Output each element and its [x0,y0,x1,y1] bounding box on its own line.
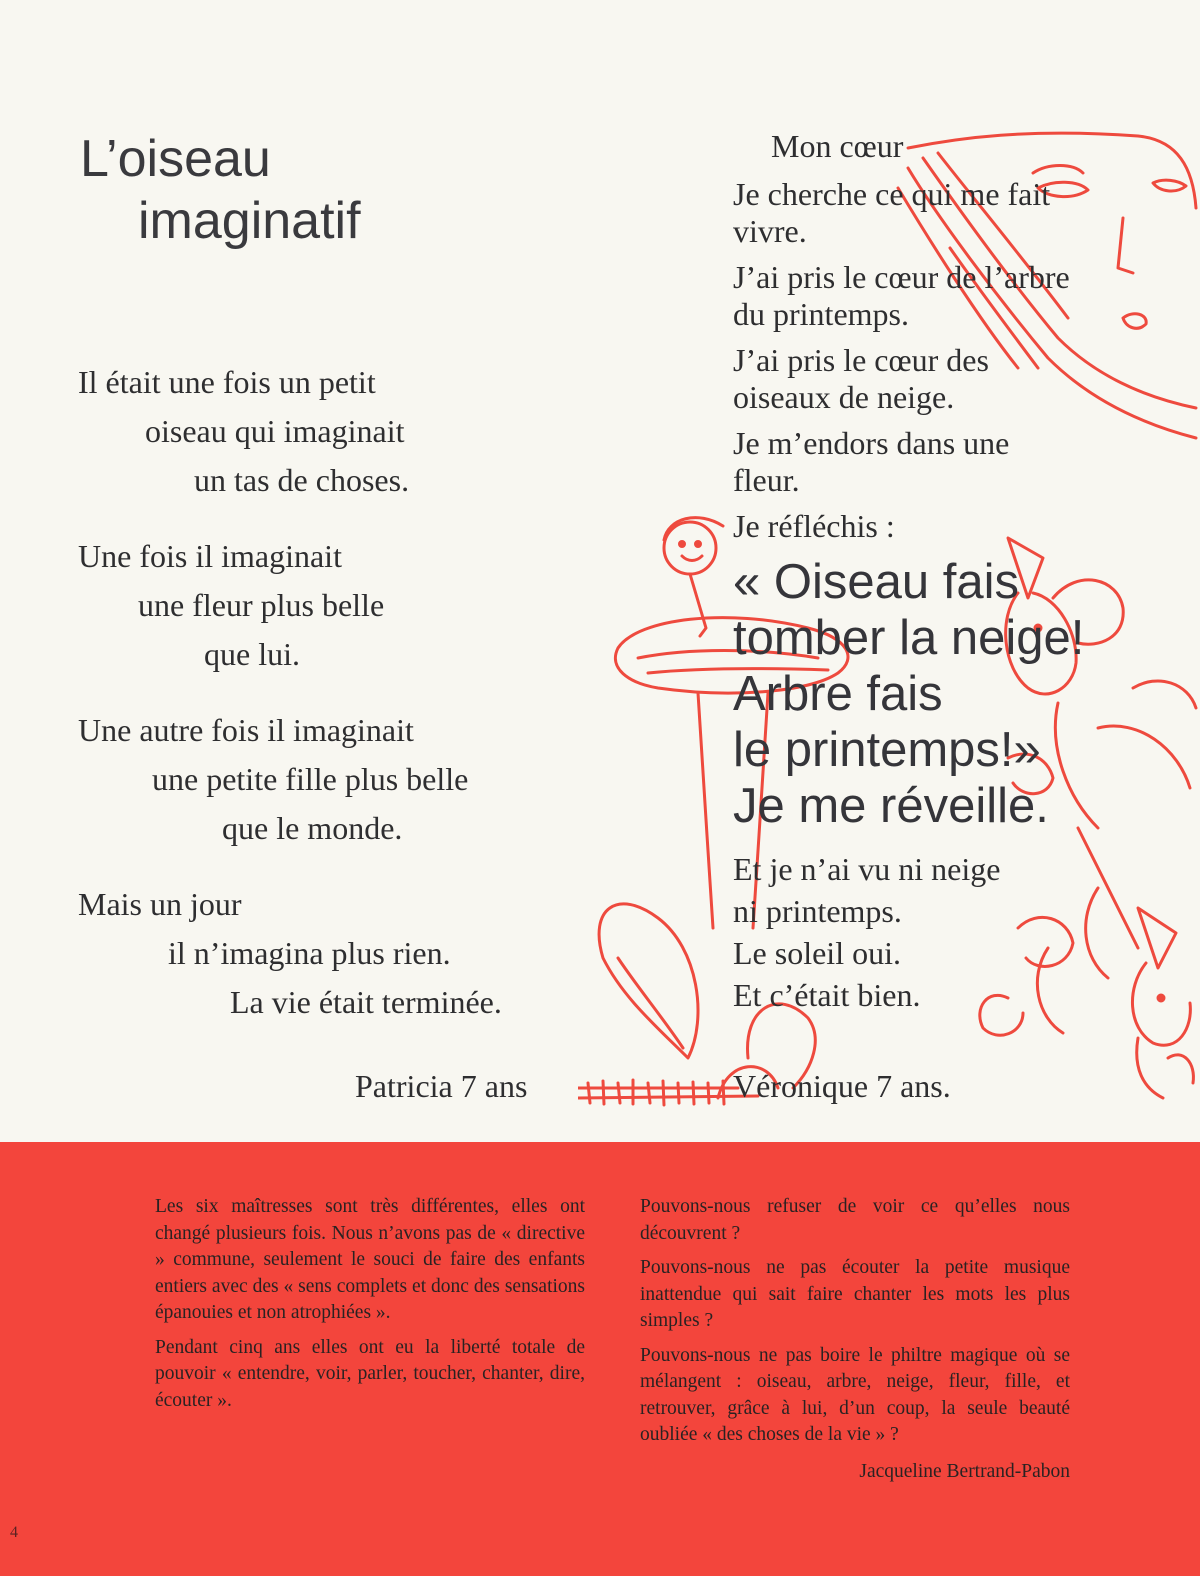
poem-line: Le soleil oui. [733,935,901,971]
big-line: Je me réveille. [733,779,1049,833]
stanza-4 [78,880,578,1027]
paragraph: Les six maîtresses sont très différentes, elles ont changé plusieurs fois. Nous n’avons pas de « directive » commune, seulement le souci de faire des enfants entiers avec des « sens complets et donc des sensations épanouies et non atrophiées ». [155,1196,585,1323]
stanza-1 [78,358,578,505]
poem-line: une fleur plus belle [138,587,385,623]
big-line: tomber la neige! [733,611,1085,665]
big-line: le printemps!» [733,723,1041,777]
big-line: Arbre fais [733,667,943,721]
stanza-3 [78,706,578,853]
stanza-2 [78,532,578,679]
poem-line: Il était une fois un petit [78,364,376,400]
commentary-right-column [640,1194,1070,1493]
poem-line: Et je n’ai vu ni neige [733,851,1001,887]
poem-line: Je m’endors dans une fleur. [733,425,1010,498]
poem-line: que lui. [204,636,300,672]
closing-lines [733,848,1200,1016]
poem-line: Je réfléchis : [733,508,895,544]
page-number: 4 [10,1524,18,1541]
poem-line: Une autre fois il imaginait [78,712,414,748]
poem-line: une petite fille plus belle [152,761,469,797]
poem-title [80,128,361,252]
paragraph: Pouvons-nous ne pas écouter la petite musique inattendue qui sait faire chanter les mots les plus simples ? [640,1257,1070,1331]
signature-veronique: Véronique 7 ans. [733,1068,951,1104]
commentary-left-column [155,1194,585,1422]
title-line-1: L’oiseau [80,130,271,188]
paragraph: Pendant cinq ans elles ont eu la liberté totale de pouvoir « entendre, voir, parler, toucher, chanter, dire, écouter ». [155,1336,585,1411]
poem-line: un tas de choses. [194,462,410,498]
poem-veronique [733,128,1200,1016]
poem-line: ni printemps. [733,893,902,929]
poem-patricia [78,358,578,1054]
poem-line: Et c’était bien. [733,977,921,1013]
poem-line: que le monde. [222,810,403,846]
poem-line: Je cherche ce qui me fait vivre. [733,176,1051,249]
signature-patricia: Patricia 7 ans [355,1068,528,1104]
big-line: « Oiseau fais [733,555,1019,609]
commentary-band [0,1142,1200,1576]
poem-line: J’ai pris le cœur des oiseaux de neige. [733,342,989,415]
poem-line: Mon cœur [771,128,904,164]
author-signature: Jacqueline Bertrand-Pabon [859,1460,1070,1482]
poem-line: il n’imagina plus rien. [168,935,451,971]
emphasized-lines [733,554,1200,834]
title-line-2: imaginatif [138,192,361,250]
paragraph: Pouvons-nous ne pas boire le philtre magique où se mélangent : oiseau, arbre, neige, fleur, fille, et retrouver, grâce à lui, d’un coup, la seule beauté oubliée « des choses de la vie » ? [640,1344,1070,1445]
poem-line: oiseau qui imaginait [145,413,405,449]
poem-line: La vie était terminée. [230,984,502,1020]
poem-line: J’ai pris le cœur de l’arbre du printemps. [733,259,1070,332]
poem-line: Une fois il imaginait [78,538,342,574]
paragraph: Pouvons-nous refuser de voir ce qu’elles nous découvrent ? [640,1196,1070,1244]
poem-line: Mais un jour [78,886,242,922]
